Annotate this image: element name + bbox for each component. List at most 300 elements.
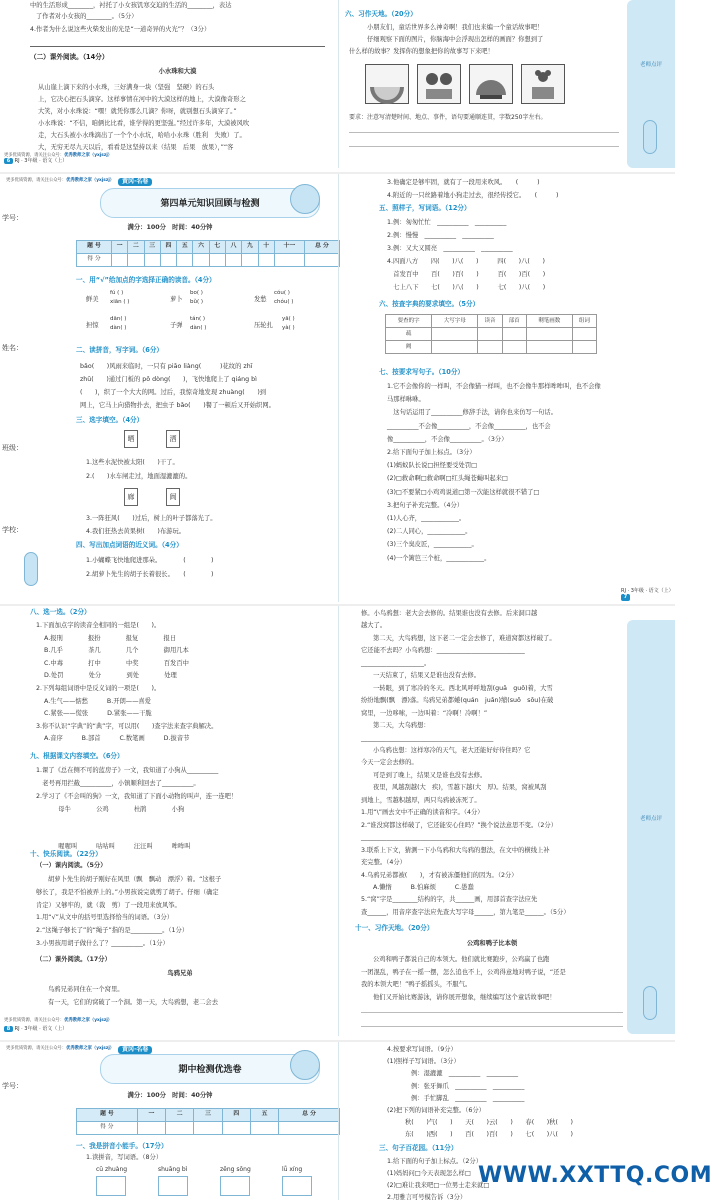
p4-q1-sub: 1.读拼音，写词语。（8分）: [86, 1154, 163, 1161]
q10b-story-title: 鸟鸦兄弟: [167, 970, 193, 977]
q4-line: 2.胡萝卜先生的胡子长着很长。 ( ): [86, 571, 214, 578]
q3-heading: 三、选字填空。（4分）: [76, 416, 144, 424]
mascot-icon: [643, 120, 657, 154]
q11-line: 公鸡和鸭子都说自己的本领大。他们就比赛跑步，公鸡赢了也跑: [373, 956, 550, 963]
p3-line: 今天一定会去修的。: [361, 759, 418, 767]
exam-page-3: [0, 604, 675, 1036]
story-body: [38, 82, 328, 154]
dict-head-cell: 读音: [478, 315, 502, 328]
q11-lines: [361, 954, 623, 1004]
q3-line: 2.( )水车闸走过，地面湿漉漉的。: [86, 473, 192, 480]
dict-row-char: 阙: [386, 341, 432, 354]
score-head-cell: 四: [222, 1109, 250, 1122]
story-line: 从山崖上滴下来的小水珠，三好满身一块（坚强 坚硬）的石头: [38, 84, 215, 91]
char-card: 洒: [166, 430, 180, 448]
p3-line: __________________________________________: [361, 734, 494, 742]
writing-heading: 六、习作天地。（20分）: [345, 10, 417, 18]
score-head-cell: 十: [258, 241, 274, 254]
q10-heading: 十、快乐阅读。（22分）: [30, 850, 102, 858]
header-prefix: 更多优质资源，请关注公众号：: [4, 153, 65, 158]
exam-title: 第四单元知识回顾与检测: [100, 188, 320, 218]
q7-line: (2)二人同心，____________。: [387, 528, 472, 536]
header-brand: 优秀教师之家（yxjszj）: [64, 153, 113, 158]
p3-line: 到地上，雪越积越厚，两只鸟鸦被冻死了。: [361, 796, 481, 804]
p3-line: 修。小鸟鸦想：老大会去修的。结果谁也没有去修。后来洞口越: [361, 610, 538, 617]
watermelon-slice-icon: [470, 65, 512, 103]
q3-line: 4.我们狂热去黄果树( )布游玩。: [86, 528, 186, 535]
prompt-line: 什么样的故事？发挥你的想象把你的故事写下来吧！: [349, 48, 494, 55]
score-cell[interactable]: [304, 254, 339, 267]
p4-line: 秋( )气( ) 天( )云( ) 春( )秋( ): [405, 1119, 574, 1127]
dict-cell[interactable]: [478, 328, 502, 341]
q3-line: 3.一阵狂风( )过后，树上的叶子都落光了。: [86, 515, 217, 522]
dict-head-cell: 要查的字: [386, 315, 432, 328]
p3-line: 3.联系上下文，猜测一下小鸟鸦和大鸟鸦的想法，在文中的横线上补: [361, 846, 550, 854]
dict-row-char: 疏: [386, 328, 432, 341]
page-footer-text: RJ · 3年级 · 语文（上）: [14, 158, 68, 164]
q7-heading: 七、按要求写句子。（10分）: [379, 368, 465, 376]
writing-line: [349, 132, 619, 133]
p4-q1-heading: 一、我是拼音小能手。（17分）: [76, 1142, 168, 1150]
story-title: 小水珠和大漠: [158, 68, 197, 75]
p2-top-line: 3.他确定是够牢固，就有了一段用来吹风。 ( ): [387, 179, 540, 186]
char-card: 晒: [124, 430, 138, 448]
q8-option[interactable]: A.报刑 报扮 报复 报日: [44, 634, 177, 642]
q8-line: 1.下面加点字的读音全相同的一组是( )。: [36, 622, 161, 629]
q7-line: (2)□救命啊□救命啊□红头绳苍蝇叫起来□: [387, 475, 508, 483]
score-head-cell: 六: [193, 241, 209, 254]
page-number: [621, 588, 675, 601]
q8-heading: 八、选一选。（2分）: [30, 608, 91, 616]
score-head-cell: 题 号: [77, 241, 112, 254]
score-cell[interactable]: [225, 254, 241, 267]
score-cell[interactable]: [160, 254, 176, 267]
writing-grid[interactable]: [220, 1176, 250, 1196]
score-cell[interactable]: [258, 254, 274, 267]
score-head-cell: 一: [137, 1109, 165, 1122]
story-line: 上，它决心把石头滴穿。这样事情在河中的大漠这样的地上，大漠像奇形之: [38, 96, 246, 103]
side-label-class: 班级：: [2, 444, 23, 452]
p1-right-column: [338, 0, 675, 168]
watermark-text: WWW.XXTTQ.COM: [478, 1163, 712, 1188]
q4-line: 1.小蝴蝶飞快地爬进那朵。 ( ): [86, 557, 214, 564]
q3a-lines: [86, 456, 191, 484]
q11-line: 我的本领大吧！”鸭子摇摇头，不服气。: [361, 981, 472, 988]
q9-heading: 九、根据课文内容填空。（6分）: [30, 752, 124, 760]
mice-icon: [418, 65, 460, 103]
dict-cell[interactable]: [572, 328, 596, 341]
mascot-icon: [24, 552, 38, 586]
teacher-comment-label: 老师点评: [639, 816, 662, 822]
exam-page-2: [0, 172, 675, 602]
score-row-label: 得 分: [77, 1122, 138, 1135]
q1-option[interactable]: cóu( ): [274, 290, 290, 296]
p2-right-column: [338, 174, 675, 602]
rabbit-mascot-icon: [290, 184, 320, 214]
reading-heading: （二）课外阅读。（14分）: [30, 53, 109, 61]
writing-grid[interactable]: [96, 1176, 126, 1196]
dict-cell[interactable]: [526, 341, 572, 354]
q8-option[interactable]: C.紧张——慌张 D.紧张——干脆: [44, 710, 152, 718]
dict-cell[interactable]: [432, 341, 478, 354]
score-table: [76, 1108, 340, 1135]
q7-lines: [387, 380, 649, 565]
q1-word: 发愁: [254, 296, 267, 303]
score-head-cell: 九: [242, 241, 258, 254]
p3-line: 夜里，风越刮越(大 疾)，雪越下越(大 厚)。结果，窝被风刮: [373, 784, 547, 792]
q10b-story-line: 鸟鸦兄弟同住在一个窝里。: [48, 986, 124, 993]
score-head-cell: 十一: [274, 241, 304, 254]
q7-line: 2.给下面句子加上标点。（3分）: [387, 449, 476, 457]
p4-q3-line: (2)□难让我来吧□一位男士走来就□: [387, 1182, 490, 1189]
q3-line: 1.这些水泥快被太阳( )干了。: [86, 459, 179, 466]
header-prefix: 更多优质资源，请关注公众号：: [6, 178, 67, 183]
char-card: 廊: [124, 488, 138, 506]
q7-line: 像__________，不会像__________。（3分）: [387, 435, 508, 443]
pinyin-item: lǚ xíng: [282, 1166, 303, 1173]
dict-cell[interactable]: [478, 341, 502, 354]
q7-line: (3)□不要紧□小鸡鸡说道□第一次能这样就很不错了□: [387, 488, 540, 496]
dict-head-cell: 组词: [572, 315, 596, 328]
page-number: [4, 1026, 67, 1032]
page-header: [6, 178, 114, 183]
q8-option[interactable]: A.音序 B.部首 C.数笔画 D.拔音节: [44, 735, 190, 743]
p4-q3-heading: 三、句子百花园。（11分）: [379, 1144, 458, 1152]
q1-option[interactable]: yà( ): [282, 325, 295, 331]
q9-lines: [36, 764, 336, 853]
q8-line: 3.你不认识“字典”的“典”字，可以用( )查字法来查字典解决。: [36, 722, 218, 730]
score-cell[interactable]: [144, 254, 160, 267]
q7-line: (1)蚂蚁队长说□担怪要受处罚□: [387, 462, 478, 470]
q7-line: 马那样咻咻。: [387, 396, 425, 404]
score-head-cell: 二: [128, 241, 144, 254]
q10a-line: 胡萝卜先生的胡子刚好在风里（飘 飘动 漂浮）着。“这根子: [48, 876, 222, 883]
score-head-cell: 八: [225, 241, 241, 254]
page-header: [6, 1046, 114, 1051]
score-cell[interactable]: [128, 254, 144, 267]
p3-line: 一天结束了，结果又是谁也没有去修。: [373, 672, 481, 680]
p3-line: 一转眼，到了寒冷的冬天。西北风呼呼地刮(guā guō)着，大雪: [373, 684, 553, 692]
q2-heading: 二、读拼音，写字词。（6分）: [76, 346, 164, 354]
q1-option[interactable]: bo( ): [190, 290, 203, 296]
p4-line: 例：手忙脚乱 __________ __________: [411, 1094, 525, 1102]
p3-right-column: [338, 606, 675, 1036]
header-brand: 优秀教师之家（yxjszj）: [66, 178, 115, 183]
dict-cell[interactable]: [502, 341, 526, 354]
q10a-line: 1.用“√”从文中的括号里选择恰当的词语。（3分）: [36, 914, 174, 922]
p2-top-line: 4.附近的一只丝路着地小狗走过去，很经传授它。 ( ): [387, 192, 559, 199]
score-head-cell: 一: [111, 241, 127, 254]
q6-heading: 六、按查字典的要求填空。（5分）: [379, 300, 480, 308]
score-cell[interactable]: [279, 1122, 340, 1135]
score-head-cell: 七: [209, 241, 225, 254]
page-footer-text: RJ · 3年级 · 语文（上）: [621, 588, 674, 594]
mouse-icon: [522, 65, 564, 103]
animal-sounds: 喔喔叫 咕咕叫 汪汪叫 哞哞叫: [52, 843, 191, 850]
p3-line: 可是到了晚上，结果又是谁也没有去修。: [373, 771, 487, 779]
q11-title: 公鸡和鸭子比本领: [466, 940, 518, 947]
dict-head-cell: 部首: [502, 315, 526, 328]
q7-line: (3)三个臭皮匠，____________。: [387, 541, 478, 549]
score-cell[interactable]: [250, 1122, 278, 1135]
q3b-lines: [86, 512, 217, 538]
dict-cell[interactable]: [432, 328, 478, 341]
q1-items: [86, 288, 336, 342]
q5-line: 2.例：慢慢 __________ __________: [387, 232, 494, 239]
q5-line: 1.例：匆匆忙忙 __________ __________: [387, 219, 507, 226]
q10b-story-line: 有一天，它们的窝破了一个洞。第一天，大鸟鸦想，老二会去: [48, 998, 219, 1006]
writing-line: [361, 1026, 623, 1027]
score-head-cell: 五: [250, 1109, 278, 1122]
brand-badge: 黄冈·名卷: [118, 178, 152, 186]
side-label-id: 学号：: [2, 214, 23, 222]
p3-line: 查______，用音序查字法应先查大写字母______，第九笔是______。（5分）: [361, 908, 570, 916]
writing-grid[interactable]: [158, 1176, 188, 1196]
score-cell[interactable]: [242, 254, 258, 267]
mascot-icon: [643, 986, 657, 1020]
score-cell[interactable]: [194, 1122, 222, 1135]
header-brand: 优秀教师之家（yxjszj）: [66, 1046, 115, 1051]
q10b-heading: （二）课外阅读。（17分）: [36, 956, 111, 963]
p3-line: 第二天，大乌鸦想：: [373, 722, 430, 730]
q5-line: 首发百中 百( )百( ) 百( )百( ): [387, 271, 546, 278]
header-prefix: 更多优质资源，请关注公众号：: [4, 1018, 65, 1023]
q1-option[interactable]: dàn( ): [190, 325, 207, 331]
exam-meta: 满分：100分 时间：40分钟: [127, 1092, 213, 1099]
p1-left-column: [4, 0, 330, 168]
story-picture-2: [417, 64, 461, 104]
score-cell[interactable]: [111, 254, 127, 267]
q1-option[interactable]: dān( ): [110, 316, 127, 322]
p3-line: ____________________。: [361, 659, 431, 667]
p1-line: 中的生活形成________，衬托了小女孩饥寒交迫的生活的________，表达: [30, 2, 232, 9]
score-head-cell: 三: [144, 241, 160, 254]
dict-head-cell: 剩笔画数: [526, 315, 572, 328]
animal-names: 母牛 公鸡 杜鹃 小狗: [52, 806, 185, 813]
p4-line: 东( )西( ) 百( )百( ) 七( )八( ): [405, 1131, 574, 1139]
watermelon-icon: [366, 65, 408, 103]
brand-badge: 黄冈·名卷: [118, 1046, 152, 1054]
q10a-line: 肯定）又够牢的，就（裁 剪）了一段用来放风筝。: [36, 901, 181, 909]
dict-cell[interactable]: [526, 328, 572, 341]
writing-line: [349, 146, 619, 147]
q1-word: 萝卜: [170, 296, 183, 303]
q1-word: 压轮扎: [254, 322, 273, 329]
q2-line: bǎo( )风雨来临时，一只有 piāo liàng( )花纹的 zhī: [80, 363, 253, 370]
score-head-cell: 三: [194, 1109, 222, 1122]
p3-line: __________________________________________: [361, 834, 494, 842]
q8-option[interactable]: A.生气——惦愁 B.开朗——喜爱: [44, 697, 151, 705]
q10a-line: 3.小男孩用胡子做什么了？__________。（1分）: [36, 939, 169, 947]
score-cell[interactable]: [193, 254, 209, 267]
story-line: 大笑，对小水珠说：“嘿！就凭你那么几滴？你呀，就别想石头滴穿了。”: [38, 108, 237, 115]
q1-word: 担惊: [86, 322, 99, 329]
prompt-line: 仔细观察下面的图片，你脑海中会浮现出怎样的画面？你想到了: [367, 36, 544, 43]
p4-q3-lines: [387, 1156, 489, 1204]
p4-line: 4.按要求写词语。（9分）: [387, 1046, 457, 1053]
q11-heading: 十一、习作天地。（20分）: [355, 924, 434, 932]
page-footer-text: RJ · 3年级 · 语文（上）: [14, 1026, 68, 1032]
dict-cell[interactable]: [572, 341, 596, 354]
q10a-line: 够长了，我是不怕被弄上的。”小男孩说完就剪了胡子。仔细（确定: [36, 888, 219, 896]
q8-line: 2.下列每组词语中是反义词的一项是( )。: [36, 684, 161, 692]
p3-line: 2.“谁没窝都这样破了，它还能安心住吗？”换个说法意思不变。（2分）: [361, 821, 557, 829]
score-head-cell: 五: [177, 241, 193, 254]
score-head-cell: 二: [166, 1109, 194, 1122]
dict-cell[interactable]: [502, 328, 526, 341]
match-space[interactable]: [36, 816, 336, 840]
p3-line: 纷纷地飘(飘 漂)落。鸟鸦兄弟都蜷(quán juǎn)缩(suō sōu)在破: [361, 697, 554, 705]
q2-line: 网上，它马上向猎物扑去，把虫子 bǎo( )餐了一顿后又开始织网。: [80, 402, 275, 409]
q10a-lines: [36, 874, 336, 951]
story-line: 走，大石头被小水珠滴出了一个个小水坑，哈哈小水珠（胜利 失败）了。: [38, 132, 246, 139]
p3-option[interactable]: A.懒惰 B.怕麻烦 C.愚蠢: [373, 883, 474, 891]
exam-meta: 满分：100分 时间：40分钟: [127, 224, 213, 231]
q1-option[interactable]: chóu( ): [274, 299, 294, 305]
q9-line: 1.课了《总在侧不可的蓝房子》一文，我知道了小狗从__________: [36, 767, 219, 774]
score-cell[interactable]: [222, 1122, 250, 1135]
writing-grid[interactable]: [282, 1176, 312, 1196]
story-line: 小水珠说：“不信，咱俩比比看，谁学得的更坚强。”经过许多年，大漠被风吹: [38, 120, 250, 127]
story-picture-3: [469, 64, 513, 104]
score-head-cell: 总 分: [279, 1109, 340, 1122]
pinyin-item: zēng sōng: [220, 1166, 251, 1173]
p3-line: 5.“窝”字是________结构的字，共______画，用部首查字法应先: [361, 896, 538, 904]
p4-line: (2)把下列的词语补充完整。（6分）: [387, 1107, 485, 1115]
q1-option[interactable]: tán( ): [190, 316, 206, 322]
p1-line: 4.作者为什么说这些火柴发出的光是“一道奇异的火光”？（3分）: [30, 26, 211, 33]
q9-line: 老号再用拦截__________，小镇顺利回去了__________。: [36, 780, 200, 787]
p3-line: 它还能不去吗？小乌鸦想：____________________________: [361, 647, 525, 655]
q7-line: 3.把句子补充完整。（4分）: [387, 501, 464, 509]
side-label-name: 姓名：: [2, 344, 23, 352]
score-head-cell: 题 号: [77, 1109, 138, 1122]
story-picture-1: [365, 64, 409, 104]
p3-line: 第二天，大鸟鸦想，这下老二一定会去修了，难道窝都这样破了。: [373, 634, 556, 642]
q2-lines: [80, 360, 338, 412]
page-number-badge: 8: [4, 1026, 13, 1032]
p4-q3-line: (1)妈妈问□今天表现怎么样□: [387, 1170, 471, 1177]
q8-lines: [36, 620, 336, 746]
p3-line: 小乌鸦也想：这样寒冷的天气，老大还能好好待住吗？它: [373, 746, 531, 754]
score-cell[interactable]: [137, 1122, 165, 1135]
score-row-label: 得 分: [77, 254, 112, 267]
q10b-story: [48, 984, 218, 1009]
dictionary-table: [385, 314, 597, 354]
q8-option[interactable]: D.处罚 处分 到处 处理: [44, 672, 177, 680]
q1-option[interactable]: yā( ): [282, 316, 295, 322]
q2-line: ( )，织了一个大大的网。过后，我惊奇地发现 zhuàng( )到: [80, 389, 267, 396]
p3-line: 窝里，一边哆嗦，一边叫着：“冷啊！冷啊！”: [361, 709, 488, 717]
q7-line: 1.它不会像你的一样叫，不会像猫一样叫，也不会像牛那样哞哞叫，也不会像: [387, 383, 601, 390]
story-line: 大，无穷无尽九天以后，看看是这坚持以来（结果 后果 放果），”“客: [38, 144, 234, 151]
exam-title: 期中检测优选卷: [100, 1054, 320, 1084]
score-cell[interactable]: [209, 254, 225, 267]
score-head-cell: 总 分: [304, 241, 339, 254]
p3-right-lines: [361, 608, 623, 919]
q5-heading: 五、照样子，写词语。（12分）: [379, 204, 471, 212]
q1-option[interactable]: bǔ( ): [190, 299, 204, 305]
writing-prompt: [349, 22, 609, 58]
q10a-heading: （一）课内阅读。（5分）: [36, 862, 107, 869]
q7-line: 这句话运用了__________修辞手法，请你也来仿写一句话。: [387, 409, 558, 417]
prompt-line: 小朋友们，童话世界多么神奇啊！我们也来编一个童话故事吧！: [367, 24, 544, 31]
q8-option[interactable]: B.几乎 茶几 几个 御用几本: [44, 647, 189, 655]
header-brand: 优秀教师之家（yxjszj）: [64, 1018, 113, 1023]
p4-line: 例：湿漉漉 __________ __________: [411, 1070, 519, 1078]
q5-line: 七上八下 七( )八( ) 七( )八( ): [387, 284, 546, 291]
score-table: [76, 240, 340, 267]
q9-line: 2.学习了《不会叫的狗》一文，我知道了下面小动物的叫声，连一连吧！: [36, 793, 238, 800]
page-number: [4, 158, 67, 164]
rabbit-mascot-icon: [290, 1050, 320, 1080]
score-cell[interactable]: [166, 1122, 194, 1135]
q10a-line: 2.“这绳子够长了”的“绳子”指的是__________。（1分）: [36, 927, 189, 935]
side-label-school: 学校：: [2, 526, 23, 534]
char-card: 阆: [166, 488, 180, 506]
answer-line: [30, 46, 325, 47]
p3-line: 越大了。: [361, 622, 387, 630]
p4-right-lines: [387, 1044, 647, 1142]
page-number-badge: 7: [621, 594, 630, 600]
q4-heading: 四、写出加点词语的近义词。（4分）: [76, 541, 183, 549]
side-label-id: 学号：: [2, 1082, 23, 1090]
q11-line: 他们又开始比赛游泳，请你展开想象，继续编写这个童话故事吧！: [373, 993, 556, 1001]
writing-line: [361, 1012, 623, 1013]
dict-head-cell: 大写字母: [432, 315, 478, 328]
story-picture-4: [521, 64, 565, 104]
q1-word: 鲜美: [86, 296, 99, 303]
q4-lines: [86, 554, 213, 582]
exam-page-1: [0, 0, 675, 168]
page-header: [4, 1018, 112, 1023]
p4-q3-line: 2.用雅言可号模告诉（3分）: [387, 1194, 467, 1201]
q5-lines: [387, 216, 545, 294]
score-head-cell: 四: [160, 241, 176, 254]
q1-option[interactable]: dàn( ): [110, 325, 127, 331]
p3-line: 1.用“\”画去文中不正确的读音和字。（4分）: [361, 809, 484, 817]
q1-word: 子弹: [170, 322, 183, 329]
p4-q3-line: 1.给下面的句子加上标点。（2分）: [387, 1158, 483, 1165]
p4-line: (1)照样子写词语。（3分）: [387, 1058, 460, 1066]
pinyin-item: shuāng bì: [158, 1166, 188, 1173]
p2-top-lines: [387, 176, 559, 202]
q7-line: (4)一个篱笆三个桩，____________。: [387, 554, 491, 562]
q8-option[interactable]: C.中毒 打中 中奖 百发百中: [44, 659, 189, 667]
p4-line: 例：张牙舞爪 __________ __________: [411, 1082, 525, 1090]
p3-line: 4.乌鸦兄弟都被( )，才有被冻僵他们的因为。（2分）: [361, 871, 518, 879]
q5-line: 4.四面八方 四( )八( ) 四( )八( ): [387, 258, 545, 265]
q1-option[interactable]: xiān ( ): [110, 299, 130, 305]
q7-line: (1)人心齐，____________。: [387, 515, 466, 523]
q11-line: 一团混乱，鸭子在一摇一摆，怎么追也不上，公鸡得意地对鸭子说，“还是: [361, 968, 566, 976]
teacher-comment-label: 老师点评: [639, 62, 662, 68]
header-prefix: 更多优质资源，请关注公众号：: [6, 1046, 67, 1051]
p3-line: 充完整。（4分）: [361, 859, 406, 867]
score-cell[interactable]: [274, 254, 304, 267]
page-number-badge: 6: [4, 158, 13, 164]
q7-line: __________不会像__________，不会像__________，也不会: [387, 422, 551, 430]
pinyin-item: cū zhuàng: [96, 1166, 128, 1173]
p1-line: 了作者对小女孩的________。（5分）: [36, 13, 138, 20]
q5-line: 3.例：又大又圆亮 __________ __________: [387, 245, 513, 252]
writing-requirement: 要求：注意写清楚时间、地点、事件，语句要通顺连贯，字数250字左右。: [349, 114, 547, 121]
q1-option[interactable]: fú ( ): [110, 290, 124, 296]
q2-line: zhū( )通过门板的 pō dòng( )，飞快地爬上了 qiáng bì: [80, 376, 257, 383]
teacher-comment-tab: [627, 620, 675, 1034]
score-cell[interactable]: [177, 254, 193, 267]
q1-heading: 一、用“√”给加点的字选择正确的读音。（4分）: [76, 276, 216, 284]
